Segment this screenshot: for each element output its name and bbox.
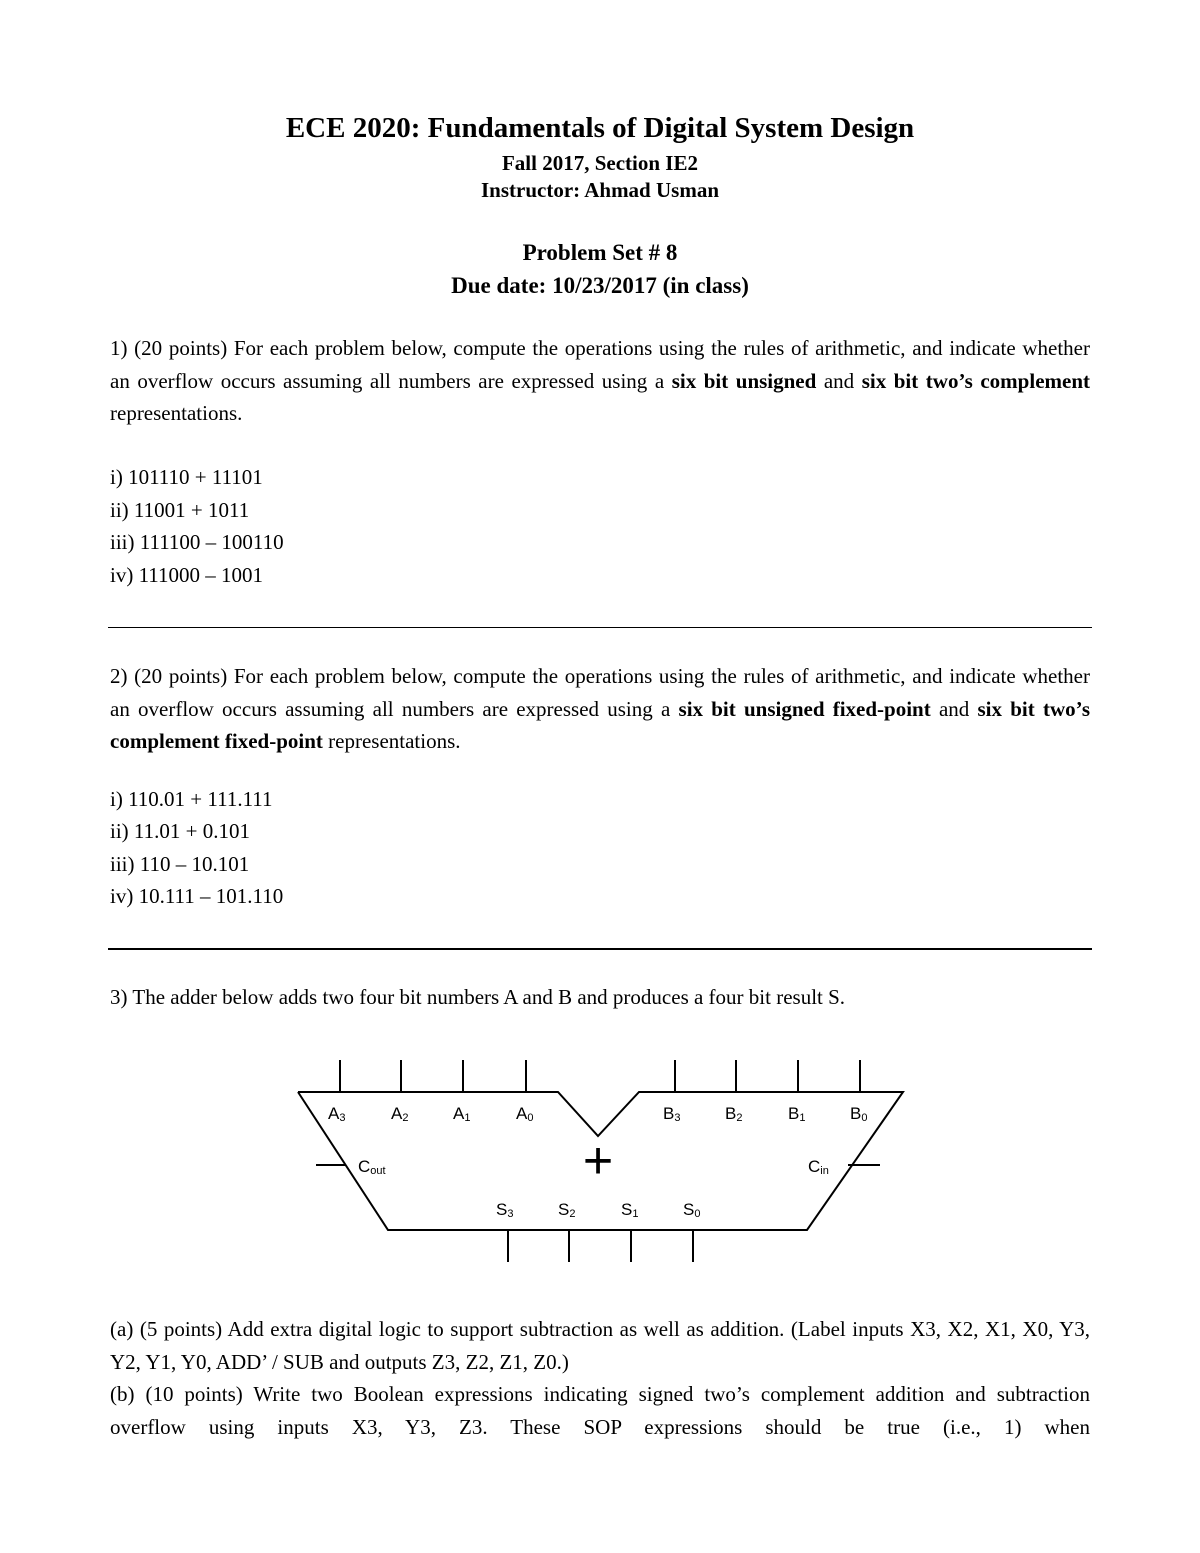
label-b3: B3 xyxy=(663,1104,681,1124)
q1-item: iii) 111100 – 100110 xyxy=(110,530,284,554)
section-divider xyxy=(108,948,1092,950)
label-s1: S1 xyxy=(621,1200,639,1220)
adder-plus-sign: + xyxy=(582,1132,614,1190)
q2-item: ii) 11.01 + 0.101 xyxy=(110,819,250,843)
q2-item: iv) 10.111 – 101.110 xyxy=(110,884,284,908)
q1-bold-a: six bit unsigned xyxy=(671,368,817,393)
q2-bold-b: six bit two’s complement fixed-point xyxy=(110,696,1090,753)
q1-intro-a: 1) (20 points) For each problem below, compute the operations using the rules of arithmetic, and indicate whether an overflow occurs assuming all numbers are expressed using a xyxy=(110,336,1090,393)
label-b0: B0 xyxy=(850,1104,868,1124)
q1-bold-b: six bit two’s complement xyxy=(861,368,1090,393)
q2-item: iii) 110 – 10.101 xyxy=(110,852,250,876)
q3-prompt: 3) The adder below adds two four bit numbers A and B and produces a four bit result S. xyxy=(110,985,846,1009)
q3-part-b: (b) (10 points) Write two Boolean expressions indicating signed two’s complement addition and subtraction overflow using inputs X3, Y3, Z3. These SOP expressions should be true (i.e., 1) when xyxy=(110,1382,1090,1439)
instructor-line: Instructor: Ahmad Usman xyxy=(480,178,719,202)
q1-intro-b: and xyxy=(816,368,862,393)
q3-part-a: (a) (5 points) Add extra digital logic to support subtraction as well as addition. (Label inputs X3, X2, X1, X0, Y3, Y2, Y1, Y0, ADD’ / SUB and outputs Z3, Z2, Z1, Z0.) xyxy=(110,1317,1090,1374)
q1-item: iv) 111000 – 1001 xyxy=(110,563,264,587)
course-term: Fall 2017, Section IE2 xyxy=(501,151,698,175)
label-s0: S0 xyxy=(683,1200,701,1220)
q1-prompt xyxy=(110,332,1090,430)
adder-diagram xyxy=(290,1052,920,1268)
label-cin: Cin xyxy=(808,1157,829,1177)
label-s2: S2 xyxy=(558,1200,576,1220)
q1-item: i) 101110 + 11101 xyxy=(110,465,263,489)
q2-intro-c: representations. xyxy=(322,729,461,753)
q2-item: i) 110.01 + 111.111 xyxy=(110,787,273,811)
label-b2: B2 xyxy=(725,1104,743,1124)
label-a2: A2 xyxy=(391,1104,409,1124)
label-a3: A3 xyxy=(328,1104,346,1124)
due-date: Due date: 10/23/2017 (in class) xyxy=(451,273,749,298)
q2-intro-b: and xyxy=(930,696,978,721)
section-divider xyxy=(108,627,1092,628)
course-title: ECE 2020: Fundamentals of Digital System Design xyxy=(285,112,915,144)
label-cout: Cout xyxy=(358,1157,386,1177)
problem-set-title: Problem Set # 8 xyxy=(522,240,678,265)
q2-bold-a: six bit unsigned fixed-point xyxy=(678,696,931,721)
label-b1: B1 xyxy=(788,1104,806,1124)
label-a1: A1 xyxy=(453,1104,471,1124)
label-a0: A0 xyxy=(516,1104,534,1124)
q1-intro-c: representations. xyxy=(110,401,243,425)
label-s3: S3 xyxy=(496,1200,514,1220)
q1-item: ii) 11001 + 1011 xyxy=(110,498,250,522)
q2-intro-a: 2) (20 points) For each problem below, compute the operations using the rules of arithmetic, and indicate whether an overflow occurs assuming all numbers are expressed using a xyxy=(110,664,1090,721)
q2-prompt xyxy=(110,660,1090,758)
